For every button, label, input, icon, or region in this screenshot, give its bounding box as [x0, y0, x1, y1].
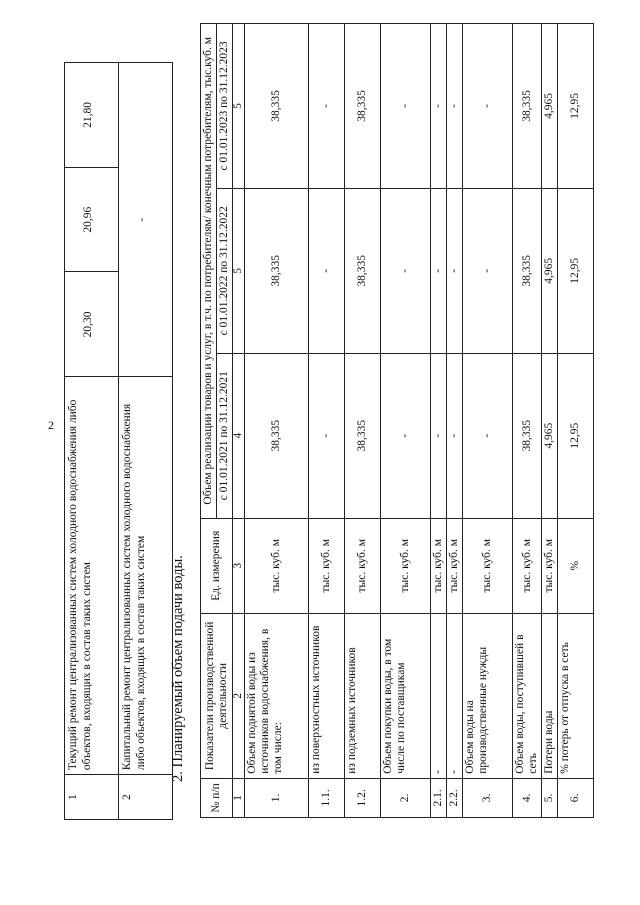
value-cell: 20,96: [65, 167, 119, 272]
index-cell: 5: [233, 24, 245, 189]
table-row: [463, 24, 513, 818]
index-cell: 2: [233, 613, 245, 778]
row-name: из подземных источников: [345, 613, 381, 778]
row-number: 1.2.: [345, 778, 381, 817]
value-cell: 20,30: [65, 272, 119, 377]
row-name: Объем покупки воды, в том числе по поставщикам: [381, 613, 431, 778]
row-unit: тыс. куб. м: [542, 518, 558, 613]
row-unit: тыс. куб. м: [431, 518, 447, 613]
row-number: 3.: [463, 778, 513, 817]
row-unit: %: [558, 518, 594, 613]
row-number: 6.: [558, 778, 594, 817]
table-row: [513, 24, 542, 818]
table-row: [309, 24, 345, 818]
value-2021: -: [381, 353, 431, 518]
value-2022: 12,95: [558, 188, 594, 353]
row-number: 5.: [542, 778, 558, 817]
value-2022: -: [463, 188, 513, 353]
row-unit: тыс. куб. м: [513, 518, 542, 613]
page-number: 2: [48, 418, 54, 432]
row-unit: тыс. куб. м: [245, 518, 309, 613]
row-name: -: [431, 613, 447, 778]
value-2022: 38,335: [345, 188, 381, 353]
value-2021: -: [463, 353, 513, 518]
header-period-2023: с 01.01.2023 по 31.12.2023: [217, 24, 233, 189]
value-2023: 38,335: [245, 24, 309, 189]
value-2021: -: [431, 353, 447, 518]
row-name: Потери воды: [542, 613, 558, 778]
value-2022: -: [431, 188, 447, 353]
row-number: 1: [65, 775, 119, 820]
value-2023: -: [431, 24, 447, 189]
table-row: [65, 63, 119, 820]
table-row: [345, 24, 381, 818]
header-period-2022: с 01.01.2022 по 31.12.2022: [217, 188, 233, 353]
table-row: [245, 24, 309, 818]
value-2023: -: [447, 24, 463, 189]
value-2021: 12,95: [558, 353, 594, 518]
rotated-page-content: [0, 10, 640, 880]
value-2021: 38,335: [513, 353, 542, 518]
value-2023: 38,335: [513, 24, 542, 189]
row-unit: тыс. куб. м: [381, 518, 431, 613]
row-name: Объем воды, поступившей в сеть: [513, 613, 542, 778]
value-2022: 38,335: [245, 188, 309, 353]
value-2023: -: [463, 24, 513, 189]
table-row: [119, 63, 173, 820]
row-unit: тыс. куб. м: [309, 518, 345, 613]
row-name: % потерь от отпуска в сеть: [558, 613, 594, 778]
value-2023: 38,335: [345, 24, 381, 189]
index-cell: 4: [233, 353, 245, 518]
table-row: [381, 24, 431, 818]
header-num: № п/п: [201, 778, 233, 817]
row-name: из поверхностных источников: [309, 613, 345, 778]
section-heading: 2. Планируемый объем подачи воды.: [170, 555, 186, 782]
index-cell: 5: [233, 188, 245, 353]
value-2023: 12,95: [558, 24, 594, 189]
value-2022: 38,335: [513, 188, 542, 353]
value-2022: -: [447, 188, 463, 353]
value-2021: 38,335: [245, 353, 309, 518]
value-2021: -: [447, 353, 463, 518]
header-unit: Ед. измерения: [201, 518, 233, 613]
header-row: [201, 24, 217, 818]
value-2023: 4,965: [542, 24, 558, 189]
header-period-2021: с 01.01.2021 по 31.12.2021: [217, 353, 233, 518]
value-2023: -: [309, 24, 345, 189]
row-unit: тыс. куб. м: [447, 518, 463, 613]
value-cell-merged: -: [119, 63, 173, 377]
row-unit: тыс. куб. м: [463, 518, 513, 613]
row-name: Текущий ремонт централизованных систем холодного водоснабжения либо объектов, входящих в состав таких систем: [65, 377, 119, 775]
header-volume: Объем реализации товаров и услуг, в т.ч. по потребителям/ конечным потребителям, тыс.куб. м: [201, 24, 217, 519]
row-name: Объем воды на производственные нужды: [463, 613, 513, 778]
row-name: Капитальный ремонт централизованных систем холодного водоснабжения либо объектов, входящих в состав таких систем: [119, 377, 173, 775]
index-cell: 1: [233, 778, 245, 817]
value-2023: -: [381, 24, 431, 189]
row-number: 2: [119, 775, 173, 820]
table-row: [431, 24, 447, 818]
table-row: [542, 24, 558, 818]
row-number: 2.: [381, 778, 431, 817]
repair-costs-table: [64, 62, 173, 820]
table-row: [558, 24, 594, 818]
row-name: -: [447, 613, 463, 778]
row-unit: тыс. куб. м: [345, 518, 381, 613]
value-2021: 4,965: [542, 353, 558, 518]
row-name: Объем поднятой воды из источников водоснабжения, в том числе:: [245, 613, 309, 778]
value-2021: 38,335: [345, 353, 381, 518]
value-2022: 4,965: [542, 188, 558, 353]
water-supply-volume-table: [200, 23, 594, 818]
row-number: 4.: [513, 778, 542, 817]
value-2021: -: [309, 353, 345, 518]
table-row: [447, 24, 463, 818]
value-cell: 21,80: [65, 63, 119, 168]
header-indicator: Показатели производственной деятельности: [201, 613, 233, 778]
row-number: 2.1.: [431, 778, 447, 817]
index-cell: 3: [233, 518, 245, 613]
value-2022: -: [381, 188, 431, 353]
row-number: 1.: [245, 778, 309, 817]
value-2022: -: [309, 188, 345, 353]
row-number: 1.1.: [309, 778, 345, 817]
row-number: 2.2.: [447, 778, 463, 817]
index-row: [233, 24, 245, 818]
